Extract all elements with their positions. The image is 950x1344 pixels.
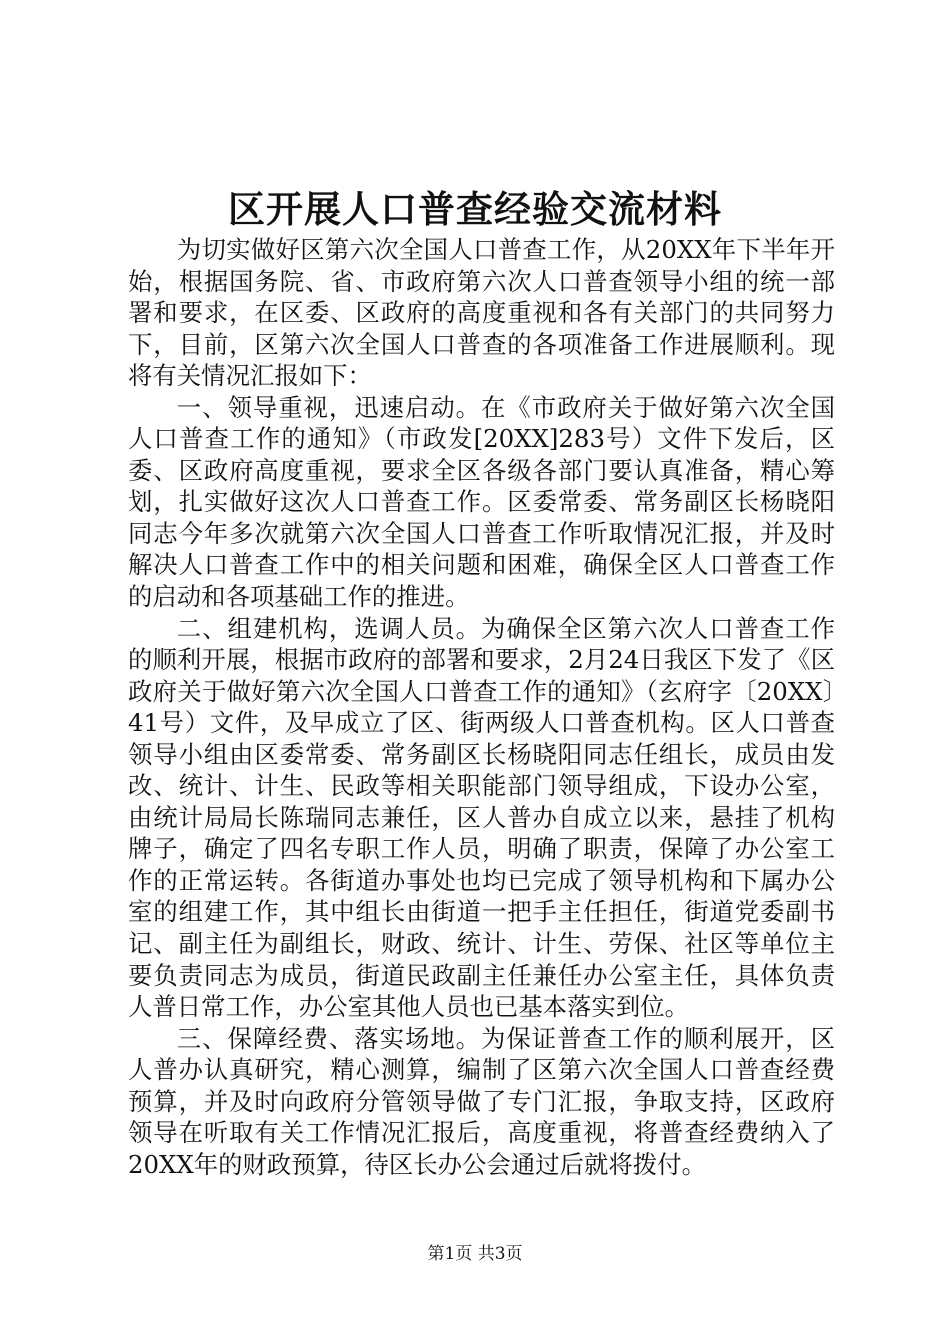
page-number-footer: 第1页 共3页	[427, 1244, 523, 1264]
document-body	[128, 234, 835, 1180]
paragraph-section-3: 三、保障经费、落实场地。为保证普查工作的顺利展开，区人普办认真研究，精心测算，编制了区第六次全国人口普查经费预算，并及时向政府分管领导做了专门汇报，争取支持，区政府领导在听取有关工作情况汇报后，高度重视，将普查经费纳入了20XX年的财政预算，待区长办公会通过后就将拨付。	[128, 1023, 835, 1179]
document-title: 区开展人口普查经验交流材料	[228, 187, 722, 231]
paragraph-section-1: 一、领导重视，迅速启动。在《市政府关于做好第六次全国人口普查工作的通知》（市政发[20XX]283号）文件下发后，区委、区政府高度重视，要求全区各级各部门要认真准备，精心筹划，扎实做好这次人口普查工作。区委常委、常务副区长杨晓阳同志今年多次就第六次全国人口普查工作听取情况汇报，并及时解决人口普查工作中的相关问题和困难，确保全区人口普查工作的启动和各项基础工作的推进。	[128, 392, 835, 612]
paragraph-intro: 为切实做好区第六次全国人口普查工作，从20XX年下半年开始，根据国务院、省、市政府第六次人口普查领导小组的统一部署和要求，在区委、区政府的高度重视和各有关部门的共同努力下，目前，区第六次全国人口普查的各项准备工作进展顺利。现将有关情况汇报如下：	[128, 235, 835, 391]
paragraph-section-2: 二、组建机构，选调人员。为确保全区第六次人口普查工作的顺利开展，根据市政府的部署和要求，2月24日我区下发了《区政府关于做好第六次全国人口普查工作的通知》（玄府字〔20XX〕41号）文件，及早成立了区、街两级人口普查机构。区人口普查领导小组由区委常委、常务副区长杨晓阳同志任组长，成员由发改、统计、计生、民政等相关职能部门领导组成，下设办公室，由统计局局长陈瑞同志兼任，区人普办自成立以来，悬挂了机构牌子，确定了四名专职工作人员，明确了职责，保障了办公室工作的正常运转。各街道办事处也均已完成了领导机构和下属办公室的组建工作，其中组长由街道一把手主任担任，街道党委副书记、副主任为副组长，财政、统计、计生、劳保、社区等单位主要负责同志为成员，街道民政副主任兼任办公室主任，具体负责人普日常工作，办公室其他人员也已基本落实到位。	[128, 613, 835, 1022]
